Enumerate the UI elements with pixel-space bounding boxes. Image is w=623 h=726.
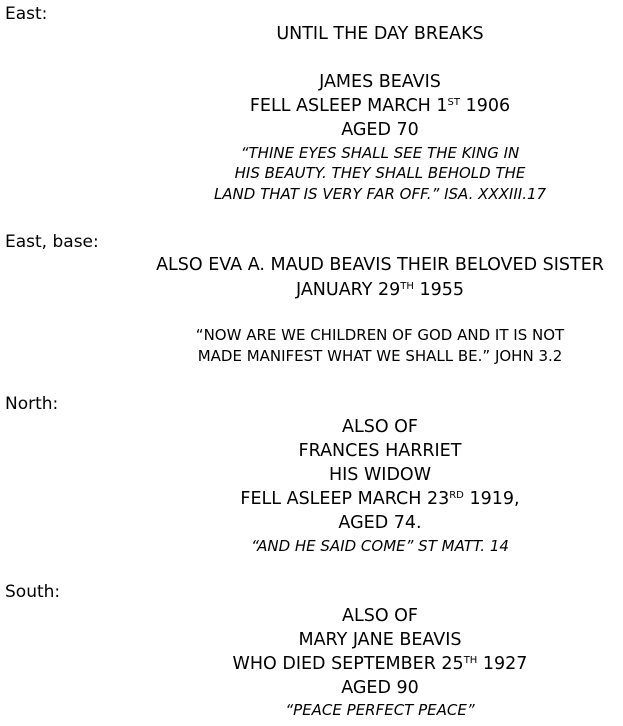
east-age: AGED 70 xyxy=(341,120,419,140)
section-label-east: East: xyxy=(5,4,48,24)
section-label-south: South: xyxy=(5,582,61,602)
south-line-also-of: ALSO OF xyxy=(341,606,418,626)
south-name: MARY JANE BEAVIS xyxy=(298,630,462,650)
east-verse-line-2: HIS BEAUTY. THEY SHALL BEHOLD THE xyxy=(234,164,526,182)
east-base-date-year: 1955 xyxy=(413,280,464,300)
east-base-date-text: JANUARY 29 xyxy=(295,280,401,300)
north-date-ordinal: RD xyxy=(449,490,464,501)
east-verse-line-3: LAND THAT IS VERY FAR OFF.” ISA. XXXIII.17 xyxy=(213,185,547,203)
east-line-until-day-breaks: UNTIL THE DAY BREAKS xyxy=(276,24,484,44)
south-verse-line-1: “PEACE PERFECT PEACE” xyxy=(285,701,475,719)
south-age: AGED 90 xyxy=(341,678,419,698)
north-verse-line-1: “AND HE SAID COME” ST MATT. 14 xyxy=(251,537,509,555)
north-date-year: 1919, xyxy=(463,489,520,509)
south-date-ordinal: TH xyxy=(463,655,478,666)
east-base-verse-line-1: “NOW ARE WE CHILDREN OF GOD AND IT IS NOT xyxy=(195,326,565,344)
east-date xyxy=(0,95,623,117)
east-base-date xyxy=(0,279,623,301)
north-age: AGED 74. xyxy=(338,513,422,533)
east-name: JAMES BEAVIS xyxy=(319,72,441,92)
south-date-year: 1927 xyxy=(477,654,528,674)
north-date-text: FELL ASLEEP MARCH 23 xyxy=(240,489,450,509)
east-base-date-ordinal: TH xyxy=(400,281,414,292)
south-date xyxy=(0,653,623,675)
east-date-ordinal: ST xyxy=(447,97,461,108)
east-date-text: FELL ASLEEP MARCH 1 xyxy=(249,96,448,116)
section-label-north: North: xyxy=(5,394,59,414)
south-date-text: WHO DIED SEPTEMBER 25 xyxy=(232,654,464,674)
north-relation: HIS WIDOW xyxy=(328,465,431,485)
east-base-line-also-eva: ALSO EVA A. MAUD BEAVIS THEIR BELOVED SISTER xyxy=(156,255,604,275)
east-date-year: 1906 xyxy=(460,96,511,116)
east-base-verse-line-2: MADE MANIFEST WHAT WE SHALL BE.” JOHN 3.2 xyxy=(197,347,563,365)
north-date xyxy=(0,488,623,510)
north-line-also-of: ALSO OF xyxy=(341,417,418,437)
east-verse-line-1: “THINE EYES SHALL SEE THE KING IN xyxy=(240,144,520,162)
north-name: FRANCES HARRIET xyxy=(298,441,462,461)
section-label-east-base: East, base: xyxy=(5,232,99,252)
